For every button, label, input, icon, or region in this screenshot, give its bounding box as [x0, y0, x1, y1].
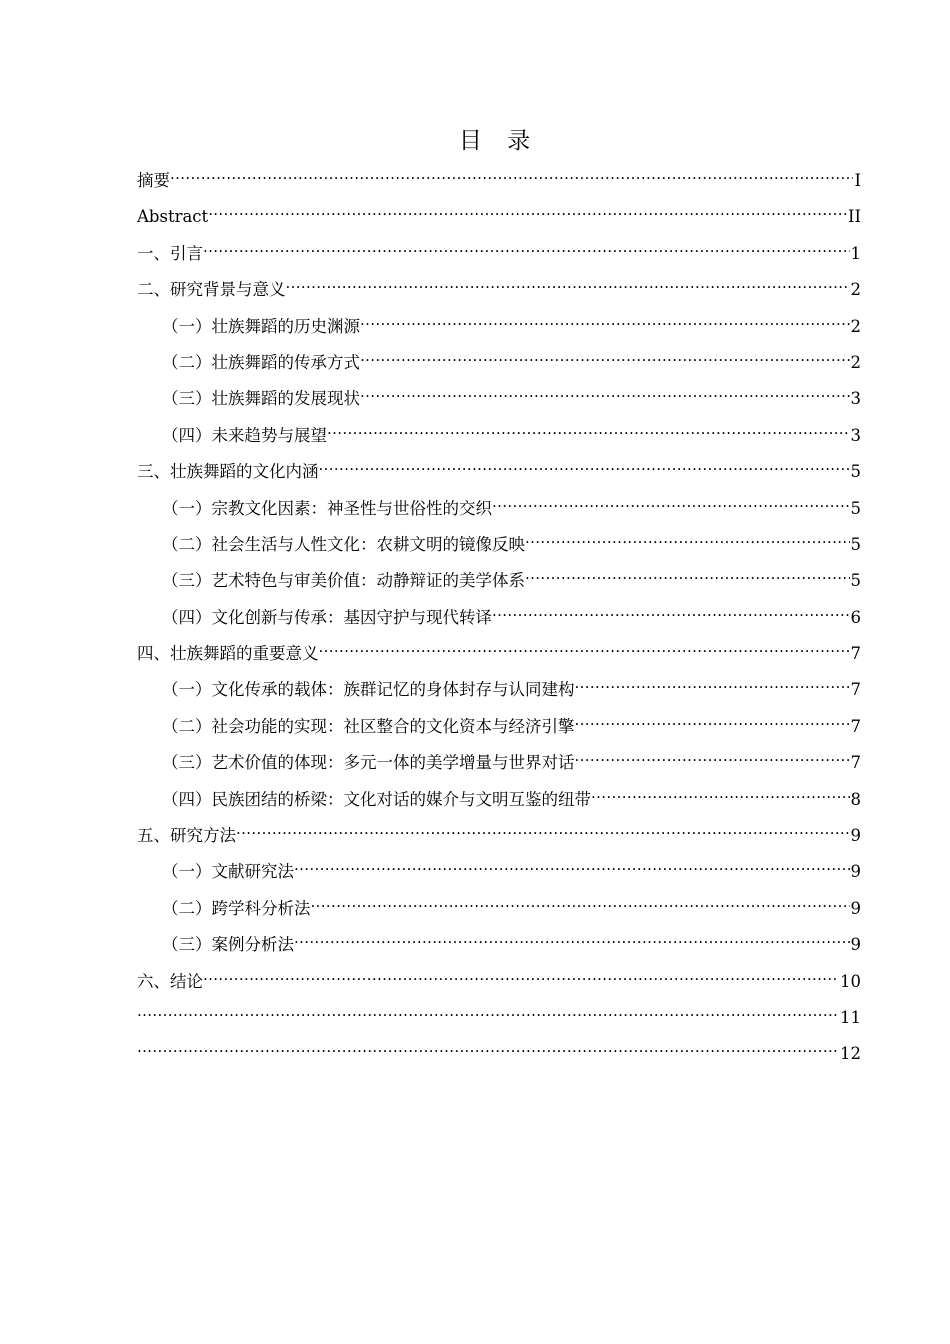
toc-entry-label: （二）壮族舞蹈的传承方式 — [162, 352, 360, 372]
toc-entry[interactable] — [137, 639, 861, 675]
toc-entry-label: 二、研究背景与意义 — [137, 280, 286, 300]
toc-entry[interactable] — [137, 821, 861, 857]
toc-dot-leader — [360, 384, 850, 404]
toc-entry[interactable] — [137, 384, 861, 420]
toc-entry-label: （一）宗教文化因素：神圣性与世俗性的交织 — [162, 498, 492, 518]
toc-dot-leader — [170, 166, 853, 186]
toc-page-number: II — [847, 207, 861, 227]
toc-page-number: 5 — [850, 498, 861, 518]
toc-entry-label: （三）壮族舞蹈的发展现状 — [162, 389, 360, 409]
toc-page-number: 5 — [850, 534, 861, 554]
toc-page-number: 8 — [850, 789, 861, 809]
toc-dot-leader — [294, 930, 850, 950]
toc-entry[interactable] — [137, 930, 861, 966]
toc-page-number: 2 — [850, 316, 861, 336]
toc-entry[interactable] — [137, 275, 861, 311]
toc-dot-leader — [311, 894, 850, 914]
toc-entry[interactable] — [137, 530, 861, 566]
toc-entry[interactable] — [137, 457, 861, 493]
toc-entry[interactable] — [137, 857, 861, 893]
toc-entry[interactable] — [137, 494, 861, 530]
toc-page-number: 6 — [850, 607, 861, 627]
toc-dot-leader — [286, 275, 850, 295]
toc-page-number: 5 — [850, 571, 861, 591]
toc-dot-leader — [236, 821, 850, 841]
toc-dot-leader — [319, 457, 850, 477]
toc-dot-leader — [203, 967, 839, 987]
toc-dot-leader — [327, 421, 850, 441]
toc-dot-leader — [525, 530, 850, 550]
toc-page-number: 7 — [850, 680, 861, 700]
toc-page-number: 2 — [850, 352, 861, 372]
toc-entry[interactable] — [137, 421, 861, 457]
toc-entry-label: 五、研究方法 — [137, 826, 236, 846]
toc-dot-leader — [575, 748, 850, 768]
toc-page-number: 3 — [850, 389, 861, 409]
toc-page-number: 9 — [850, 935, 861, 955]
toc-entry[interactable] — [137, 348, 861, 384]
toc-entry-label: （四）文化创新与传承：基因守护与现代转译 — [162, 607, 492, 627]
toc-dot-leader — [208, 202, 847, 222]
toc-entry[interactable] — [137, 603, 861, 639]
toc-entry[interactable] — [137, 166, 861, 202]
toc-entry[interactable] — [137, 1003, 861, 1039]
toc-entry-label: （二）社会功能的实现：社区整合的文化资本与经济引擎 — [162, 716, 575, 736]
toc-page-number: 9 — [850, 898, 861, 918]
toc-entry[interactable] — [137, 785, 861, 821]
toc-page-number: 12 — [840, 1044, 861, 1064]
toc-entry-label: 一、引言 — [137, 243, 203, 263]
toc-dot-leader — [137, 1003, 839, 1023]
toc-dot-leader — [591, 785, 850, 805]
toc-entry-label: 三、壮族舞蹈的文化内涵 — [137, 462, 319, 482]
toc-entry-label: 四、壮族舞蹈的重要意义 — [137, 644, 319, 664]
toc-page-number: 11 — [840, 1007, 861, 1027]
toc-entry[interactable] — [137, 894, 861, 930]
toc-entry[interactable] — [137, 1039, 861, 1075]
toc-page-number: 9 — [850, 826, 861, 846]
toc-entry-label: 六、结论 — [137, 971, 203, 991]
toc-page-number: 7 — [850, 716, 861, 736]
toc-dot-leader — [294, 857, 850, 877]
toc-entry-label: （一）文献研究法 — [162, 862, 294, 882]
toc-entry-label: 摘要 — [137, 171, 170, 190]
toc-dot-leader — [492, 603, 850, 623]
toc-entry-label: （二）社会生活与人性文化：农耕文明的镜像反映 — [162, 534, 525, 554]
toc-page-number: 7 — [850, 753, 861, 773]
toc-entry[interactable] — [137, 202, 861, 238]
toc-entry-label: （一）文化传承的载体：族群记忆的身体封存与认同建构 — [162, 680, 575, 700]
toc-entry-label: （二）跨学科分析法 — [162, 898, 311, 918]
toc-entry[interactable] — [137, 675, 861, 711]
toc-page-number: 10 — [840, 971, 861, 991]
toc-title: 目 录 — [458, 128, 540, 154]
toc-dot-leader — [360, 348, 850, 368]
toc-dot-leader — [360, 312, 850, 332]
toc-page-number: I — [854, 171, 861, 190]
toc-entry-label: （四）民族团结的桥梁：文化对话的媒介与文明互鉴的纽带 — [162, 789, 591, 809]
toc-entry[interactable] — [137, 712, 861, 748]
toc-page-number: 1 — [850, 243, 861, 263]
toc-dot-leader — [525, 566, 850, 586]
toc-dot-leader — [319, 639, 850, 659]
toc-dot-leader — [575, 675, 850, 695]
toc-entry-label: （三）艺术价值的体现：多元一体的美学增量与世界对话 — [162, 753, 575, 773]
toc-entry-label: （三）艺术特色与审美价值：动静辩证的美学体系 — [162, 571, 525, 591]
toc-entry[interactable] — [137, 239, 861, 275]
toc-entry[interactable] — [137, 566, 861, 602]
toc-entry-label: （一）壮族舞蹈的历史渊源 — [162, 316, 360, 336]
toc-dot-leader — [575, 712, 850, 732]
toc-entry-label: Abstract — [137, 207, 209, 227]
toc-page-number: 2 — [850, 280, 861, 300]
toc-entry[interactable] — [137, 967, 861, 1003]
toc-page-number: 5 — [850, 462, 861, 482]
toc-page-number: 9 — [850, 862, 861, 882]
toc-dot-leader — [492, 494, 850, 514]
toc-entry-label: （四）未来趋势与展望 — [162, 425, 327, 445]
toc-dot-leader — [203, 239, 850, 259]
table-of-contents — [137, 166, 861, 1076]
toc-page-number: 7 — [850, 644, 861, 664]
toc-dot-leader — [137, 1039, 839, 1059]
toc-entry-label: （三）案例分析法 — [162, 935, 294, 955]
toc-entry[interactable] — [137, 748, 861, 784]
toc-page-number: 3 — [850, 425, 861, 445]
toc-entry[interactable] — [137, 312, 861, 348]
